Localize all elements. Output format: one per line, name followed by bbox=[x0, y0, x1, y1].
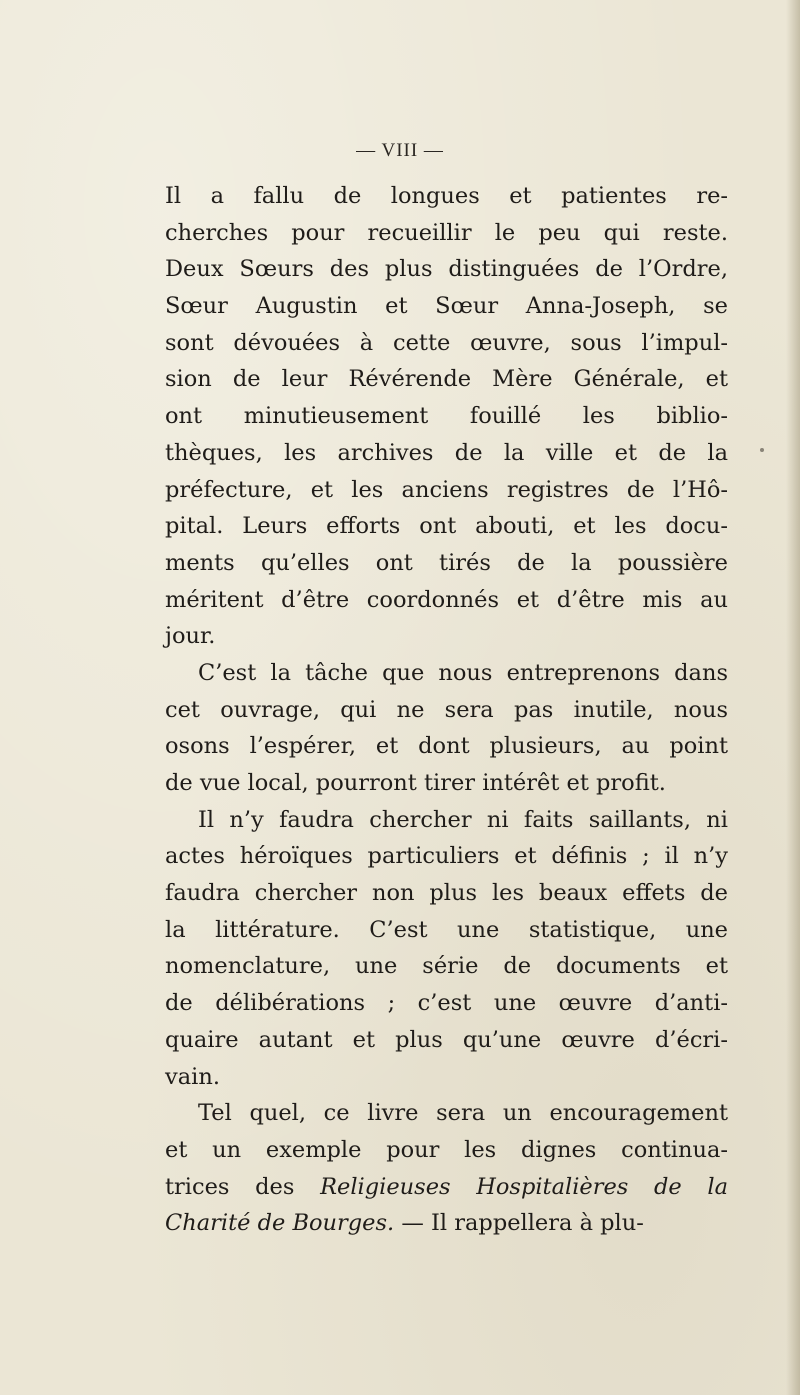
text-line bbox=[165, 398, 728, 435]
text-line bbox=[165, 948, 728, 985]
text-line-content: pital. Leurs efforts ont abouti, et les docu- bbox=[165, 513, 728, 540]
text-line-content: et un exemple pour les dignes continua- bbox=[165, 1136, 728, 1163]
text-line-content: trices des bbox=[165, 1173, 295, 1200]
text-line bbox=[165, 1169, 728, 1206]
text-line bbox=[165, 1095, 728, 1132]
text-line-content: cet ouvrage, qui ne sera pas inutile, nous bbox=[165, 696, 728, 723]
text-line bbox=[165, 1022, 728, 1059]
text-line-content: Deux Sœurs des plus distinguées de l’Ordre, bbox=[165, 256, 728, 283]
text-line bbox=[165, 582, 728, 619]
text-line-content: sont dévouées à cette œuvre, sous l’impul- bbox=[165, 329, 728, 356]
text-line-final bbox=[165, 1205, 728, 1242]
text-line-content: jour. bbox=[165, 623, 216, 650]
text-line bbox=[165, 215, 728, 252]
text-line-content: méritent d’être coordonnés et d’être mis au bbox=[165, 586, 728, 613]
text-line-content: faudra chercher non plus les beaux effets de bbox=[165, 880, 728, 907]
text-line bbox=[165, 655, 728, 692]
text-line-content: sion de leur Révérende Mère Générale, et bbox=[165, 366, 728, 393]
text-line bbox=[165, 251, 728, 288]
text-line-content: Sœur Augustin et Sœur Anna-Joseph, se bbox=[165, 293, 728, 320]
body-text bbox=[165, 178, 728, 1242]
text-line bbox=[165, 728, 728, 765]
text-line-content: Il a fallu de longues et patientes re- bbox=[165, 183, 728, 209]
text-line bbox=[165, 1132, 728, 1169]
text-line-content: C’est la tâche que nous entreprenons dans bbox=[198, 659, 728, 686]
text-line bbox=[165, 472, 728, 509]
text-line-content: cherches pour recueillir le peu qui reste. bbox=[165, 219, 728, 246]
text-line-content: nomenclature, une série de documents et bbox=[165, 953, 728, 980]
text-line bbox=[165, 508, 728, 545]
text-line-content: la littérature. C’est une statistique, une bbox=[165, 916, 728, 943]
text-line-content: ments qu’elles ont tirés de la poussière bbox=[165, 549, 728, 576]
text-line bbox=[165, 178, 728, 215]
page-edge-shadow bbox=[786, 0, 800, 1395]
text-line-content: quaire autant et plus qu’une œuvre d’écri- bbox=[165, 1026, 728, 1053]
italic-title-end: Charité de Bourges. bbox=[165, 1210, 395, 1237]
text-line bbox=[165, 912, 728, 949]
text-line-content: préfecture, et les anciens registres de l’Hô- bbox=[165, 476, 728, 503]
text-line-content: osons l’espérer, et dont plusieurs, au point bbox=[165, 733, 728, 760]
text-line bbox=[165, 1059, 728, 1096]
text-line-content: de vue local, pourront tirer intérêt et profit. bbox=[165, 770, 666, 796]
text-line bbox=[165, 838, 728, 875]
text-line bbox=[165, 361, 728, 398]
text-line bbox=[165, 985, 728, 1022]
text-line-content: ont minutieusement fouillé les biblio- bbox=[165, 403, 728, 430]
text-line bbox=[165, 875, 728, 912]
text-line-content: vain. bbox=[165, 1063, 220, 1090]
running-head: — VIII — bbox=[356, 140, 444, 161]
text-line bbox=[165, 545, 728, 582]
text-line-content: de délibérations ; c’est une œuvre d’anti- bbox=[165, 990, 728, 1017]
text-line bbox=[165, 692, 728, 729]
paper-speck bbox=[760, 448, 764, 452]
text-line bbox=[165, 618, 728, 655]
text-line bbox=[165, 765, 728, 802]
text-line-content: thèques, les archives de la ville et de la bbox=[165, 439, 728, 466]
text-line bbox=[165, 288, 728, 325]
text-line bbox=[165, 325, 728, 362]
text-line bbox=[165, 435, 728, 472]
italic-title: Religieuses Hospitalières de la bbox=[320, 1173, 729, 1200]
text-line bbox=[165, 802, 728, 839]
final-line-tail: — Il rappellera à plu- bbox=[394, 1210, 644, 1237]
text-line-content: actes héroïques particuliers et définis ; il n’y bbox=[165, 843, 728, 870]
text-line-content: Il n’y faudra chercher ni faits saillants, ni bbox=[198, 806, 728, 833]
text-line-content: Tel quel, ce livre sera un encouragement bbox=[198, 1100, 728, 1127]
